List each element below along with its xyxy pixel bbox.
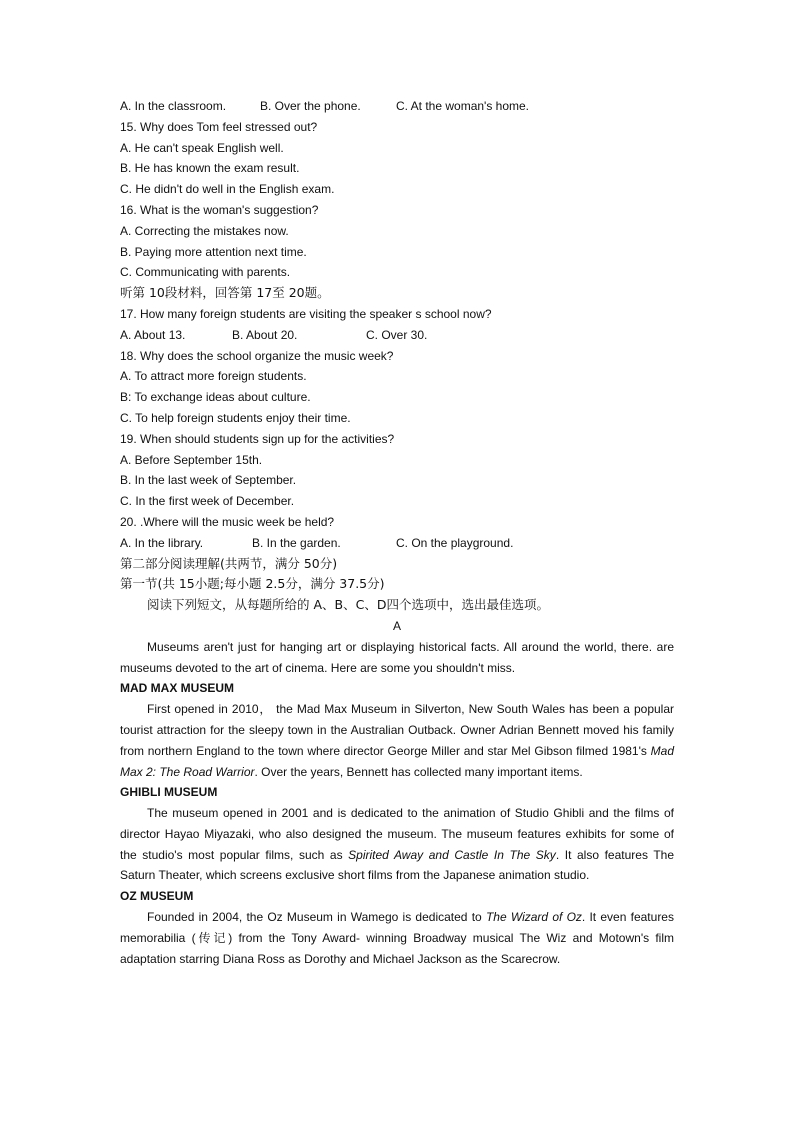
q14-options — [120, 96, 674, 117]
q15-option-a: A. He can't speak English well. — [120, 140, 284, 155]
film-title: Spirited Away and Castle In The Sky — [348, 847, 556, 862]
q16-option-a: A. Correcting the mistakes now. — [120, 223, 289, 238]
q15-question: 15. Why does Tom feel stressed out? — [120, 119, 318, 134]
museum-paragraph — [120, 699, 674, 782]
section10-intro: 听第 10段材料，回答第 17至 20题。 — [120, 285, 330, 301]
q18-option-c: C. To help foreign students enjoy their time. — [120, 410, 351, 425]
q17-question: 17. How many foreign students are visiting the speaker s school now? — [120, 306, 492, 321]
exam-page — [120, 96, 674, 969]
film-title: Mad Max 2: The Road Warrior — [120, 743, 674, 779]
option-c: C. At the woman's home. — [396, 99, 530, 113]
instruction: 阅读下列短文，从每题所给的 A、B、C、D四个选项中，选出最佳选项。 — [147, 597, 549, 613]
section1-title: 第一节(共 15小题;每小题 2.5分，满分 37.5分) — [120, 576, 385, 592]
paragraph-text: The museum opened in 2001 and is dedicated to the animation of Studio Ghibli and the films of director Hayao Miyazaki, who also designed the museum. The museum features exhibits for some of the studio's most popular films, such as — [120, 806, 674, 862]
paragraph-text: . It even features memorabilia (传记) from the Tony Award- winning Broadway musical The Wiz and Motown's film adaptation starring Diana Ross as Dorothy and Michael Jackson as the Scarecrow. — [120, 910, 674, 966]
part2-title: 第二部分阅读理解(共两节，满分 50分) — [120, 555, 338, 571]
q16-option-c: C. Communicating with parents. — [120, 265, 291, 280]
film-title: The Wizard of Oz — [485, 910, 582, 925]
q18-option-a: A. To attract more foreign students. — [120, 369, 307, 384]
option-b: B. Over the phone. — [260, 99, 361, 113]
q16-question: 16. What is the woman's suggestion? — [120, 202, 319, 217]
q19-option-b: B. In the last week of September. — [120, 473, 297, 488]
museum-paragraph — [120, 803, 674, 886]
option-c: C. Over 30. — [366, 327, 428, 342]
q16-option-b: B. Paying more attention next time. — [120, 244, 307, 259]
q15-option-c: C. He didn't do well in the English exam. — [120, 182, 335, 197]
q15-option-b: B. He has known the exam result. — [120, 161, 300, 176]
q18-option-b: B: To exchange ideas about culture. — [120, 390, 311, 405]
q19-option-c: C. In the first week of December. — [120, 494, 295, 509]
q20-options — [120, 533, 674, 554]
passage-letter: A — [392, 618, 401, 633]
museum-heading: GHIBLI MUSEUM — [120, 785, 218, 800]
intro-paragraph: Museums aren't just for hanging art or displaying historical facts. All around the world, there. are museums devoted to the art of cinema. Here are some you shouldn't miss. — [120, 639, 674, 675]
paragraph-text: . It also features The Saturn Theater, which screens exclusive short films from the Japanese animation studio. — [120, 847, 675, 883]
q19-question: 19. When should students sign up for the activities? — [120, 431, 395, 446]
option-c: C. On the playground. — [396, 535, 514, 550]
option-b: B. About 20. — [232, 327, 298, 342]
option-a: A. In the classroom. — [120, 99, 227, 113]
option-b: B. In the garden. — [252, 535, 341, 550]
museum-heading: MAD MAX MUSEUM — [120, 681, 234, 696]
paragraph-text: First opened in 2010， the Mad Max Museum in Silverton, New South Wales has been a popular tourist attraction for the sleepy town in the Australian Outback. Owner Adrian Bennett moved his family from northern England to the town where director George Miller and star Mel Gibson filmed 1981's — [120, 702, 674, 758]
museum-paragraph — [120, 907, 674, 969]
q20-question: 20. .Where will the music week be held? — [120, 514, 335, 529]
option-a: A. About 13. — [120, 327, 186, 342]
paragraph-text: . Over the years, Bennett has collected many important items. — [254, 764, 583, 779]
q19-option-a: A. Before September 15th. — [120, 452, 263, 467]
q17-options — [120, 325, 674, 346]
paragraph-text: Founded in 2004, the Oz Museum in Wamego is dedicated to — [147, 910, 486, 925]
option-a: A. In the library. — [120, 535, 204, 550]
museum-heading: OZ MUSEUM — [120, 889, 194, 904]
q18-question: 18. Why does the school organize the music week? — [120, 348, 394, 363]
